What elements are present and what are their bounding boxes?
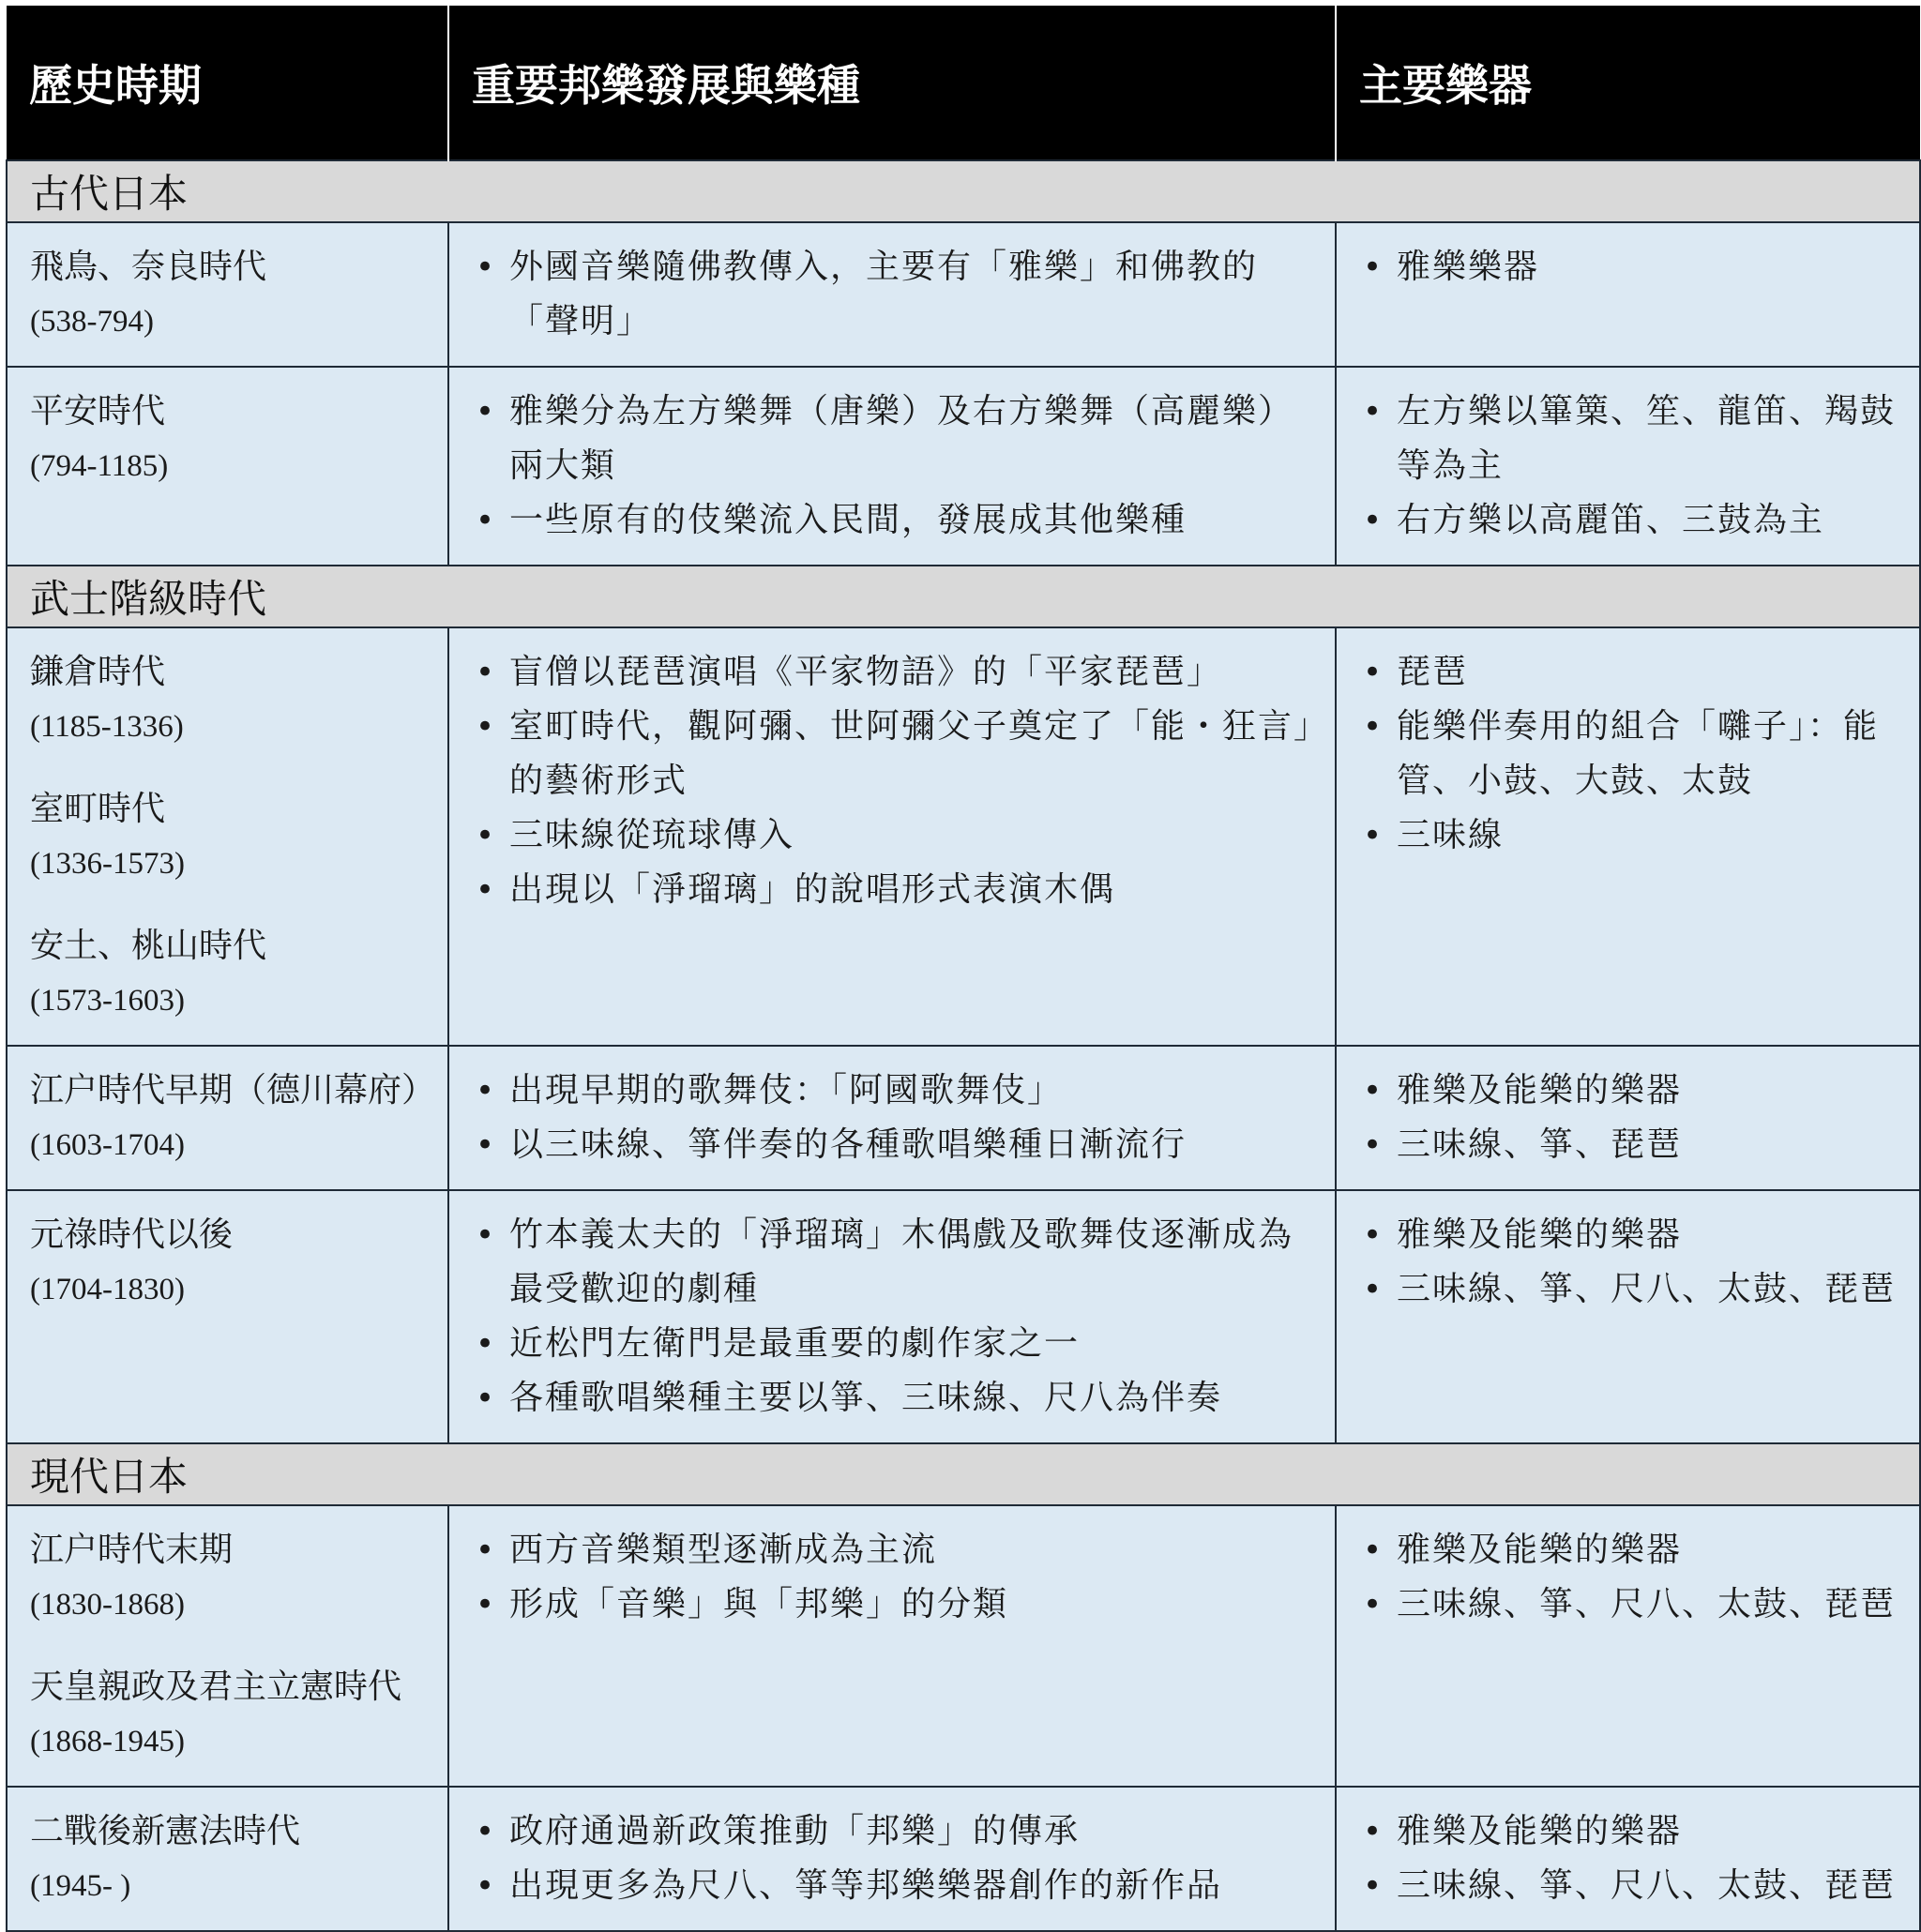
list-item: • 三味線 — [1359, 808, 1900, 863]
instruments-cell — [1336, 1505, 1920, 1787]
developments-list — [472, 1208, 1316, 1426]
list-item: • 雅樂及能樂的樂器 — [1359, 1208, 1900, 1262]
instruments-cell — [1336, 1046, 1920, 1190]
list-item: • 一些原有的伎樂流入民間，發展成其他樂種 — [472, 493, 1316, 548]
developments-cell — [448, 627, 1336, 1046]
table-header-row — [7, 6, 1920, 160]
period-years: (1704-1830) — [30, 1273, 185, 1306]
developments-cell — [448, 222, 1336, 367]
list-item: • 左方樂以篳篥、笙、龍笛、羯鼓等為主 — [1359, 385, 1900, 493]
instruments-list — [1359, 240, 1900, 294]
list-item: • 右方樂以高麗笛、三鼓為主 — [1359, 493, 1900, 548]
list-item: • 雅樂樂器 — [1359, 240, 1900, 294]
section-row — [7, 1443, 1920, 1505]
section-samurai: 武士階級時代 — [7, 566, 1920, 627]
section-row — [7, 160, 1920, 222]
period-name: 平安時代 — [30, 392, 166, 430]
header-instruments: 主要樂器 — [1336, 6, 1920, 160]
instruments-list — [1359, 1804, 1900, 1913]
developments-list — [472, 240, 1316, 349]
period-years: (538-794) — [30, 305, 154, 339]
period-cell — [7, 1505, 448, 1787]
developments-list — [472, 1064, 1316, 1172]
developments-list — [472, 385, 1316, 548]
list-item: • 三味線、箏、尺八、太鼓、琵琶 — [1359, 1262, 1900, 1317]
period-years: (1945- ) — [30, 1869, 131, 1903]
list-item: • 盲僧以琵琶演唱《平家物語》的「平家琵琶」 — [472, 645, 1316, 700]
period-cell — [7, 222, 448, 367]
list-item: • 西方音樂類型逐漸成為主流 — [472, 1523, 1316, 1577]
period-years: (1573-1603) — [30, 984, 185, 1018]
list-item: • 室町時代，觀阿彌、世阿彌父子奠定了「能・狂言」的藝術形式 — [472, 700, 1316, 808]
period-name: 鎌倉時代 — [30, 653, 166, 691]
instruments-cell — [1336, 1787, 1920, 1931]
table-row — [7, 627, 1920, 1046]
instruments-list — [1359, 645, 1900, 863]
period-name: 天皇親政及君主立憲時代 — [30, 1668, 402, 1706]
period-cell — [7, 627, 448, 1046]
period-years: (1185-1336) — [30, 710, 184, 744]
period-name: 飛鳥、奈良時代 — [30, 248, 267, 286]
section-ancient: 古代日本 — [7, 160, 1920, 222]
period-cell — [7, 1190, 448, 1443]
instruments-list — [1359, 1064, 1900, 1172]
period-name: 二戰後新憲法時代 — [30, 1812, 301, 1850]
period-cell — [7, 1046, 448, 1190]
period-name: 元祿時代以後 — [30, 1215, 234, 1254]
period-name: 室町時代 — [30, 790, 166, 828]
period-name: 江户時代早期（德川幕府） — [30, 1071, 436, 1109]
table-row — [7, 222, 1920, 367]
list-item: • 竹本義太夫的「淨瑠璃」木偶戲及歌舞伎逐漸成為最受歡迎的劇種 — [472, 1208, 1316, 1317]
list-item: • 三味線從琉球傳入 — [472, 808, 1316, 863]
list-item: • 三味線、箏、尺八、太鼓、琵琶 — [1359, 1577, 1900, 1632]
instruments-cell — [1336, 1190, 1920, 1443]
period-cell — [7, 1787, 448, 1931]
instruments-cell — [1336, 367, 1920, 566]
developments-cell — [448, 1505, 1336, 1787]
instruments-cell — [1336, 222, 1920, 367]
period-years: (1603-1704) — [30, 1128, 185, 1162]
list-item: • 以三味線、箏伴奏的各種歌唱樂種日漸流行 — [472, 1118, 1316, 1172]
table-row — [7, 367, 1920, 566]
instruments-list — [1359, 1208, 1900, 1317]
instruments-cell — [1336, 627, 1920, 1046]
list-item: • 外國音樂隨佛教傳入，主要有「雅樂」和佛教的「聲明」 — [472, 240, 1316, 349]
table-row — [7, 1787, 1920, 1931]
list-item: • 出現早期的歌舞伎：「阿國歌舞伎」 — [472, 1064, 1316, 1118]
period-years: (1336-1573) — [30, 847, 185, 881]
list-item: • 形成「音樂」與「邦樂」的分類 — [472, 1577, 1316, 1632]
list-item: • 出現更多為尺八、箏等邦樂樂器創作的新作品 — [472, 1859, 1316, 1913]
list-item: • 各種歌唱樂種主要以箏、三味線、尺八為伴奏 — [472, 1371, 1316, 1426]
section-modern: 現代日本 — [7, 1443, 1920, 1505]
list-item: • 雅樂及能樂的樂器 — [1359, 1064, 1900, 1118]
japanese-music-history-table — [6, 6, 1921, 1932]
period-years: (1868-1945) — [30, 1725, 185, 1758]
developments-cell — [448, 1190, 1336, 1443]
period-cell — [7, 367, 448, 566]
period-years: (794-1185) — [30, 449, 169, 483]
developments-cell — [448, 367, 1336, 566]
developments-list — [472, 1804, 1316, 1913]
list-item: • 政府通過新政策推動「邦樂」的傳承 — [472, 1804, 1316, 1859]
developments-list — [472, 1523, 1316, 1632]
list-item: • 雅樂分為左方樂舞（唐樂）及右方樂舞（高麗樂）兩大類 — [472, 385, 1316, 493]
period-name: 安土、桃山時代 — [30, 927, 267, 965]
list-item: • 出現以「淨瑠璃」的說唱形式表演木偶 — [472, 863, 1316, 917]
section-row — [7, 566, 1920, 627]
table-row — [7, 1046, 1920, 1190]
period-name: 江户時代末期 — [30, 1531, 234, 1569]
table-row — [7, 1505, 1920, 1787]
history-table-wrapper — [6, 6, 1919, 1932]
list-item: • 雅樂及能樂的樂器 — [1359, 1804, 1900, 1859]
period-years: (1830-1868) — [30, 1588, 185, 1622]
list-item: • 三味線、箏、琵琶 — [1359, 1118, 1900, 1172]
header-period: 歷史時期 — [7, 6, 448, 160]
table-row — [7, 1190, 1920, 1443]
developments-cell — [448, 1787, 1336, 1931]
instruments-list — [1359, 385, 1900, 548]
list-item: • 近松門左衛門是最重要的劇作家之一 — [472, 1317, 1316, 1371]
developments-cell — [448, 1046, 1336, 1190]
list-item: • 琵琶 — [1359, 645, 1900, 700]
header-developments: 重要邦樂發展與樂種 — [448, 6, 1336, 160]
developments-list — [472, 645, 1316, 917]
list-item: • 能樂伴奏用的組合「囃子」：能管、小鼓、大鼓、太鼓 — [1359, 700, 1900, 808]
instruments-list — [1359, 1523, 1900, 1632]
list-item: • 雅樂及能樂的樂器 — [1359, 1523, 1900, 1577]
list-item: • 三味線、箏、尺八、太鼓、琵琶 — [1359, 1859, 1900, 1913]
